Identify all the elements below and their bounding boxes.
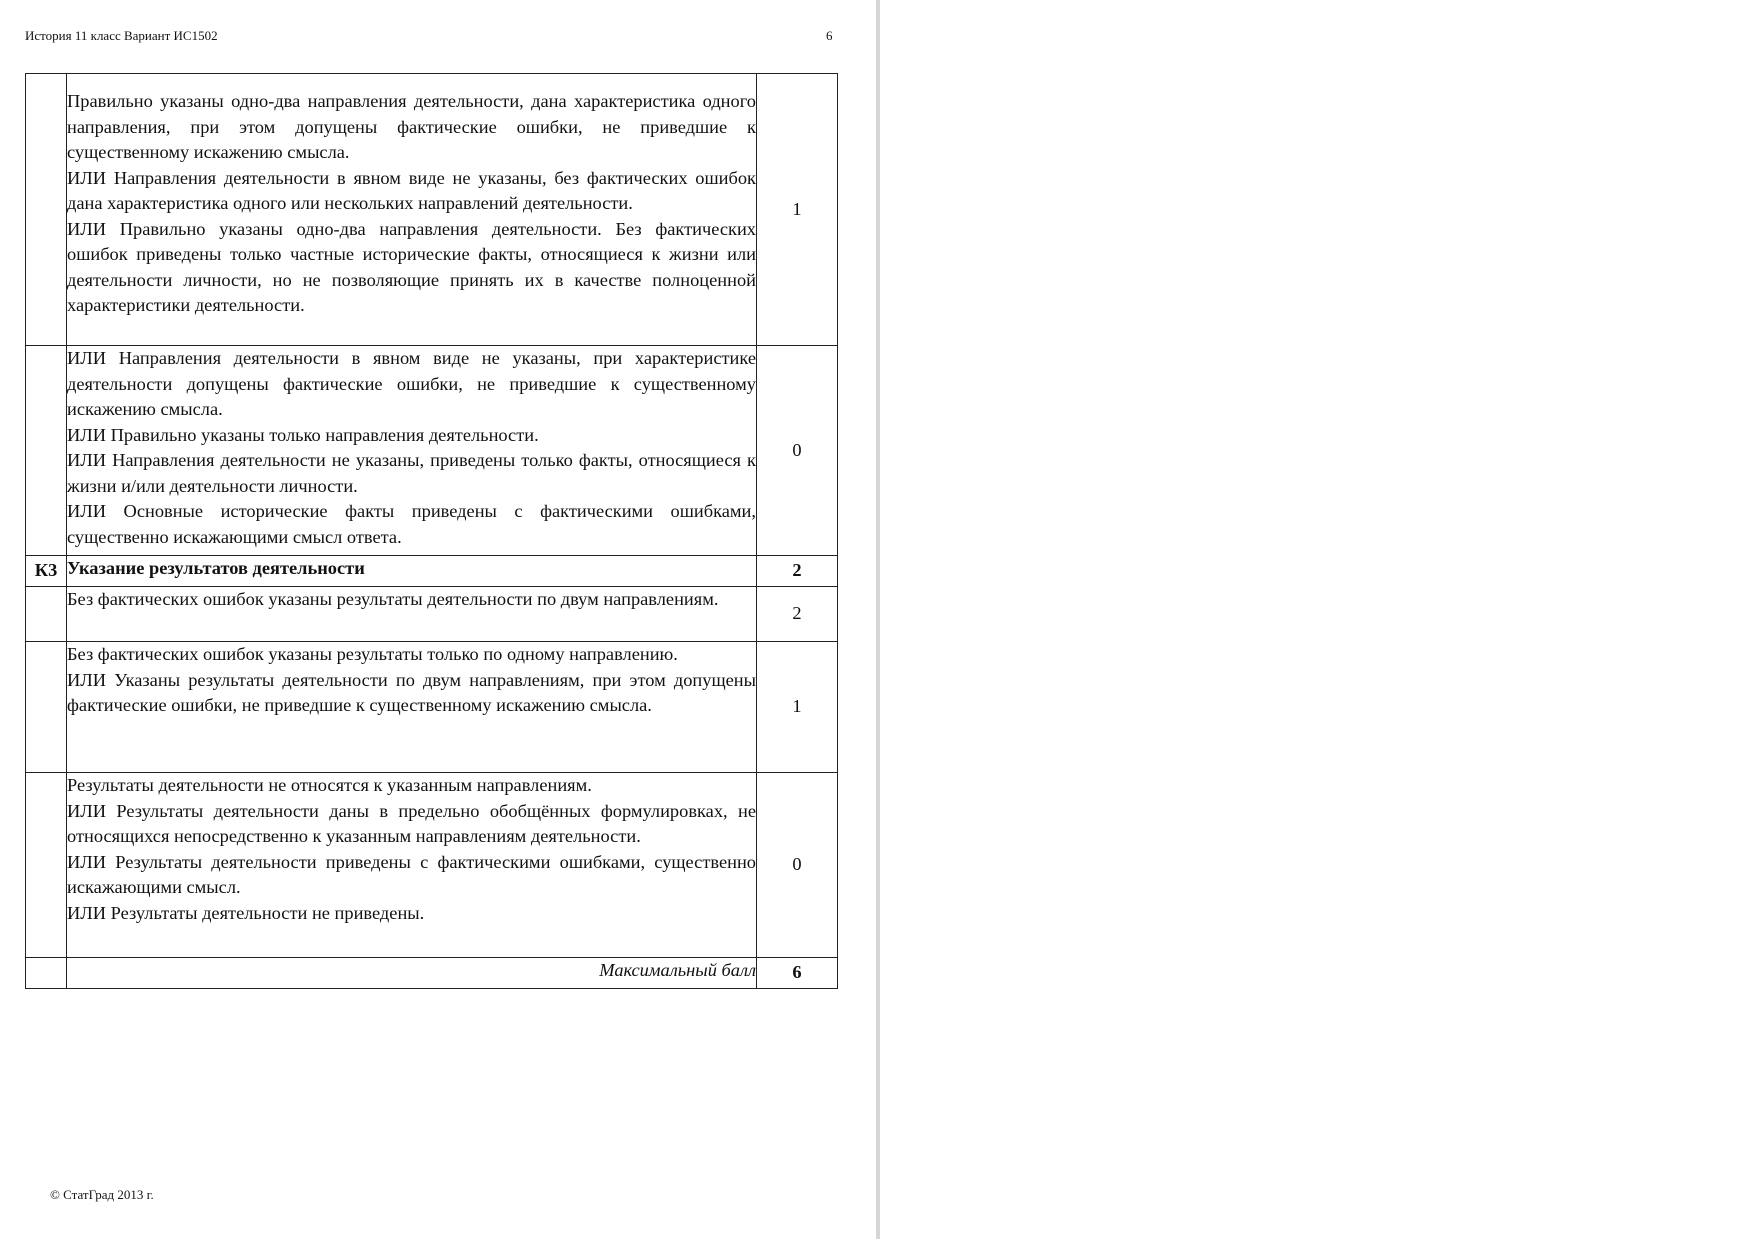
criterion-paragraph: ИЛИ Правильно указаны только направления деятельности. [67,424,539,445]
criterion-description-cell [67,346,757,556]
table-row [26,587,838,642]
criterion-paragraph: ИЛИ Результаты деятельности приведены с фактическими ошибками, существенно искажающими смысл. [67,851,756,897]
criterion-paragraph: Результаты деятельности не относятся к указанным направлениям. [67,775,592,795]
criterion-title: Указание результатов деятельности [67,556,757,587]
criterion-description-cell [67,642,757,773]
criterion-code-cell [26,346,67,556]
page-header-title: История 11 класс Вариант ИС1502 [25,28,218,43]
criterion-paragraph: ИЛИ Указаны результаты деятельности по двум направлениям, при этом допущены фактические ошибки, не приведшие к существенному искажению смысла. [67,669,756,715]
max-score-label: Максимальный балл [67,958,757,989]
grading-criteria-table [25,73,838,989]
criterion-max-score: 2 [757,556,838,587]
criterion-paragraph: ИЛИ Направления деятельности не указаны, приведены только факты, относящиеся к жизни и/или деятельности личности. [67,450,756,496]
max-score-row [26,958,838,989]
criterion-code-cell [26,587,67,642]
criterion-paragraph: Без фактических ошибок указаны результаты только по одному направлению. [67,644,678,664]
criterion-paragraph: ИЛИ Направления деятельности в явном виде не указаны, без фактических ошибок дана характеристика одного или нескольких направлений деятельности. [67,167,756,213]
criterion-code-cell [26,958,67,989]
table-row [26,773,838,958]
criterion-code: К3 [26,556,67,587]
table-row [26,642,838,773]
criterion-description-cell [67,773,757,958]
criterion-code-cell [26,74,67,346]
score-cell: 1 [757,642,838,773]
score-cell: 0 [757,346,838,556]
criterion-paragraph: ИЛИ Основные исторические факты приведены с фактическими ошибками, существенно искажающими смысл ответа. [67,501,756,547]
criterion-description-cell [67,587,757,642]
criterion-paragraph: ИЛИ Направления деятельности в явном виде не указаны, при характеристике деятельности допущены фактические ошибки, не приведшие к существенному искажению смысла. [67,348,756,419]
document-page [0,0,876,1239]
criterion-paragraph: ИЛИ Результаты деятельности даны в предельно обобщённых формулировках, не относящихся непосредственно к указанным направлениям деятельности. [67,800,756,846]
max-score-value: 6 [757,958,838,989]
criterion-code-cell [26,773,67,958]
criterion-paragraph: ИЛИ Результаты деятельности не приведены. [67,902,425,923]
criterion-heading-row [26,556,838,587]
criterion-paragraph: Правильно указаны одно-два направления деятельности, дана характеристика одного направления, при этом допущены фактические ошибки, не приведшие к существенному искажению смысла. [67,91,756,162]
table-row [26,74,838,346]
score-cell: 1 [757,74,838,346]
page-footer-copyright: © СтатГрад 2013 г. [50,1187,154,1202]
criterion-paragraph: Без фактических ошибок указаны результаты деятельности по двум направлениям. [67,589,719,609]
page-number: 6 [826,28,833,43]
criterion-paragraph: ИЛИ Правильно указаны одно-два направления деятельности. Без фактических ошибок приведены только частные исторические факты, относящиеся к жизни или деятельности личности, но не позволяющие принять их в качестве полноценной характеристики деятельности. [67,218,756,315]
score-cell: 2 [757,587,838,642]
criterion-code-cell [26,642,67,773]
table-row [26,346,838,556]
criterion-description-cell [67,74,757,346]
score-cell: 0 [757,773,838,958]
blank-page [880,0,1754,1239]
